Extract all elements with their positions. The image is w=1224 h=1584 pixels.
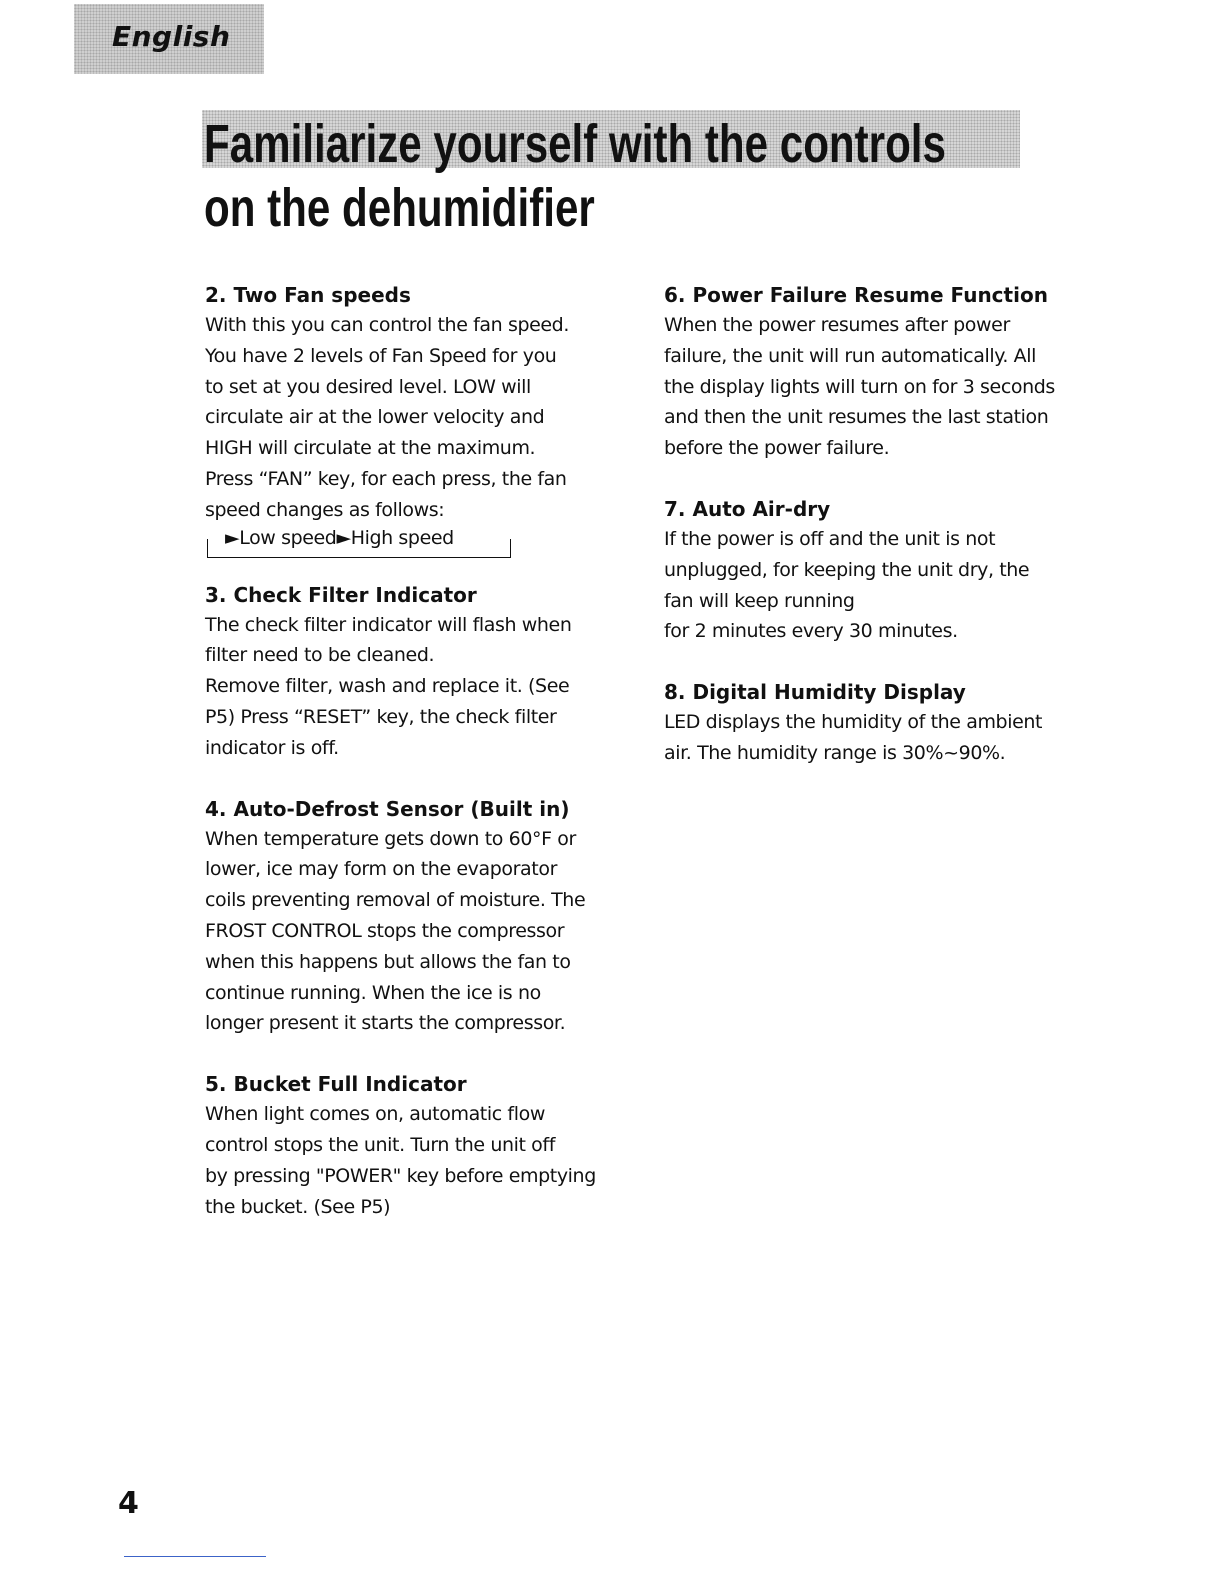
body-line: continue running. When the ice is no xyxy=(205,981,541,1004)
section-heading: 7. Auto Air-dry xyxy=(664,496,831,521)
body-line: before the power failure. xyxy=(664,437,890,460)
section-power-failure xyxy=(664,280,1064,464)
body-line: You have 2 levels of Fan Speed for you xyxy=(205,344,557,367)
body-line: for 2 minutes every 30 minutes. xyxy=(664,620,958,643)
fan-speed-cycle-diagram xyxy=(205,526,511,566)
right-column xyxy=(664,280,1064,799)
body-line: speed changes as follows: xyxy=(205,498,445,521)
body-line: by pressing "POWER" key before emptying xyxy=(205,1164,596,1187)
body-line: HIGH will circulate at the maximum. xyxy=(205,437,536,460)
page-title-line-2: on the dehumidifier xyxy=(204,178,595,238)
section-auto-defrost xyxy=(205,794,605,1040)
body-line: failure, the unit will run automatically. All xyxy=(664,344,1036,367)
section-heading: 2. Two Fan speeds xyxy=(205,283,411,307)
body-line: longer present it starts the compressor. xyxy=(205,1012,566,1035)
section-body xyxy=(205,310,605,526)
cycle-sequence xyxy=(223,523,456,553)
cycle-high-label: High speed xyxy=(350,526,454,549)
arrow-icon: ► xyxy=(225,526,240,549)
body-line: when this happens but allows the fan to xyxy=(205,950,571,973)
section-heading: 8. Digital Humidity Display xyxy=(664,680,966,705)
body-line: With this you can control the fan speed. xyxy=(205,314,569,336)
body-line: circulate air at the lower velocity and xyxy=(205,406,545,429)
section-body xyxy=(205,610,605,764)
body-line: When the power resumes after power xyxy=(664,314,1010,336)
section-heading: 3. Check Filter Indicator xyxy=(205,582,477,607)
cycle-low-label: Low speed xyxy=(239,526,337,549)
body-line: lower, ice may form on the evaporator xyxy=(205,858,557,881)
section-body xyxy=(205,824,605,1040)
body-line: When light comes on, automatic flow xyxy=(205,1103,545,1126)
language-label: English xyxy=(112,20,231,53)
left-column xyxy=(205,280,605,1252)
section-fan-speeds xyxy=(205,280,605,566)
section-body xyxy=(664,524,1064,647)
page-title-line-1: Familiarize yourself with the controls xyxy=(204,114,946,174)
body-line: Remove filter, wash and replace it. (See xyxy=(205,675,570,698)
page-number: 4 xyxy=(118,1486,139,1521)
body-line: control stops the unit. Turn the unit off xyxy=(205,1133,555,1156)
page-title xyxy=(204,112,946,240)
section-body xyxy=(664,310,1064,464)
body-line: to set at you desired level. LOW will xyxy=(205,375,531,398)
body-line: fan will keep running xyxy=(664,589,855,612)
footer-rule xyxy=(124,1556,266,1557)
section-body xyxy=(664,707,1064,769)
section-heading: 6. Power Failure Resume Function xyxy=(664,283,1048,307)
section-bucket-full xyxy=(205,1069,605,1222)
body-line: filter need to be cleaned. xyxy=(205,644,435,667)
section-humidity-display xyxy=(664,677,1064,769)
body-line: unplugged, for keeping the unit dry, the xyxy=(664,558,1030,581)
body-line: indicator is off. xyxy=(205,736,339,759)
body-line: LED displays the humidity of the ambient xyxy=(664,711,1043,734)
body-line: The check filter indicator will flash when xyxy=(205,613,572,636)
body-line: the bucket. (See P5) xyxy=(205,1195,391,1218)
body-line: the display lights will turn on for 3 seconds xyxy=(664,375,1055,398)
body-line: P5) Press “RESET” key, the check filter xyxy=(205,705,557,728)
body-line: FROST CONTROL stops the compressor xyxy=(205,919,565,942)
section-check-filter xyxy=(205,580,605,764)
section-heading: 5. Bucket Full Indicator xyxy=(205,1072,467,1097)
language-tab xyxy=(74,4,264,74)
section-auto-air-dry xyxy=(664,494,1064,647)
body-line: coils preventing removal of moisture. The xyxy=(205,889,586,912)
body-line: and then the unit resumes the last station xyxy=(664,406,1049,429)
section-body xyxy=(205,1099,605,1222)
arrow-icon: ► xyxy=(336,526,351,549)
body-line: Press “FAN” key, for each press, the fan xyxy=(205,467,567,490)
body-line: air. The humidity range is 30%~90%. xyxy=(664,741,1006,764)
body-line: If the power is off and the unit is not xyxy=(664,527,996,550)
section-heading: 4. Auto-Defrost Sensor (Built in) xyxy=(205,796,570,821)
body-line: When temperature gets down to 60°F or xyxy=(205,827,576,850)
